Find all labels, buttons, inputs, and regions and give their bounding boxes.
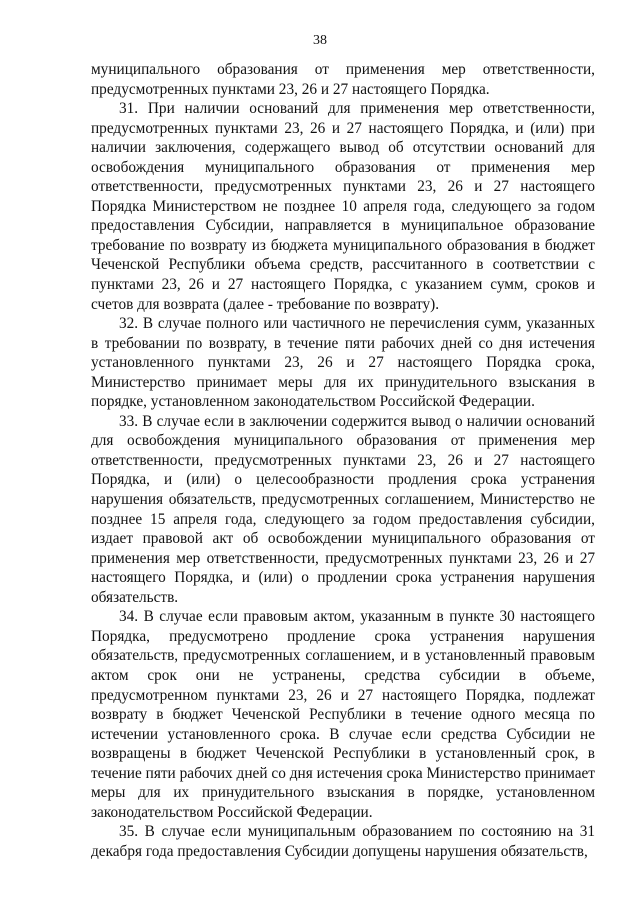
- document-body: [91, 60, 595, 861]
- paragraph-31: 31. При наличии оснований для применения мер ответственности, предусмотренных пунктами 23, 26 и 27 настоящего Порядка, и (или) при наличии заключения, содержащего вывод об отсутствии оснований для освобождения муниципального образования от применения мер ответственности, предусмотренных пунктами 23, 26 и 27 настоящего Порядка Министерством не позднее 10 апреля года, следующего за годом предоставления Субсидии, направляется в муниципальное образование требование по возврату из бюджета муниципального образования в бюджет Чеченской Республики объема средств, рассчитанного в соответствии с пунктами 23, 26 и 27 настоящего Порядка, с указанием сумм, сроков и счетов для возврата (далее - требование по возврату).: [91, 100, 595, 313]
- paragraph-34: 34. В случае если правовым актом, указанным в пункте 30 настоящего Порядка, предусмотрено продление срока устранения нарушения обязательств, предусмотренных соглашением, и в установленный правовым актом срок они не устранены, средства субсидии в объеме, предусмотренном пунктами 23, 26 и 27 настоящего Порядка, подлежат возврату в бюджет Чеченской Республики в течение одного месяца по истечении установленного срока. В случае если средства Субсидии не возвращены в бюджет Чеченской Республики в установленный срок, в течение пяти рабочих дней со дня истечения срока Министерство принимает меры для их принудительного взыскания в порядке, установленном законодательством Российской Федерации.: [91, 608, 595, 821]
- paragraph-32: 32. В случае полного или частичного не перечисления сумм, указанных в требовании по возврату, в течение пяти рабочих дней со дня истечения установленного пунктами 23, 26 и 27 настоящего Порядка срока, Министерство принимает меры для их принудительного взыскания в порядке, установленном законодательством Российской Федерации.: [91, 315, 595, 411]
- paragraph-35: 35. В случае если муниципальным образованием по состоянию на 31 декабря года предоставления Субсидии допущены нарушения обязательств,: [91, 823, 595, 860]
- paragraph-33: 33. В случае если в заключении содержится вывод о наличии оснований для освобождения муниципального образования от применения мер ответственности, предусмотренных пунктами 23, 26 и 27 настоящего Порядка, и (или) о целесообразности продления срока устранения нарушения обязательств, предусмотренных соглашением, Министерство не позднее 15 апреля года, следующего за годом предоставления субсидии, издает правовой акт об освобождении муниципального образования от применения мер ответственности, предусмотренных пунктами 23, 26 и 27 настоящего Порядка, и (или) о продлении срока устранения нарушения обязательств.: [91, 412, 595, 606]
- paragraph-continuation: муниципального образования от применения мер ответственности, предусмотренных пунктами 23, 26 и 27 настоящего Порядка.: [91, 61, 595, 98]
- page-number: 38: [313, 33, 327, 48]
